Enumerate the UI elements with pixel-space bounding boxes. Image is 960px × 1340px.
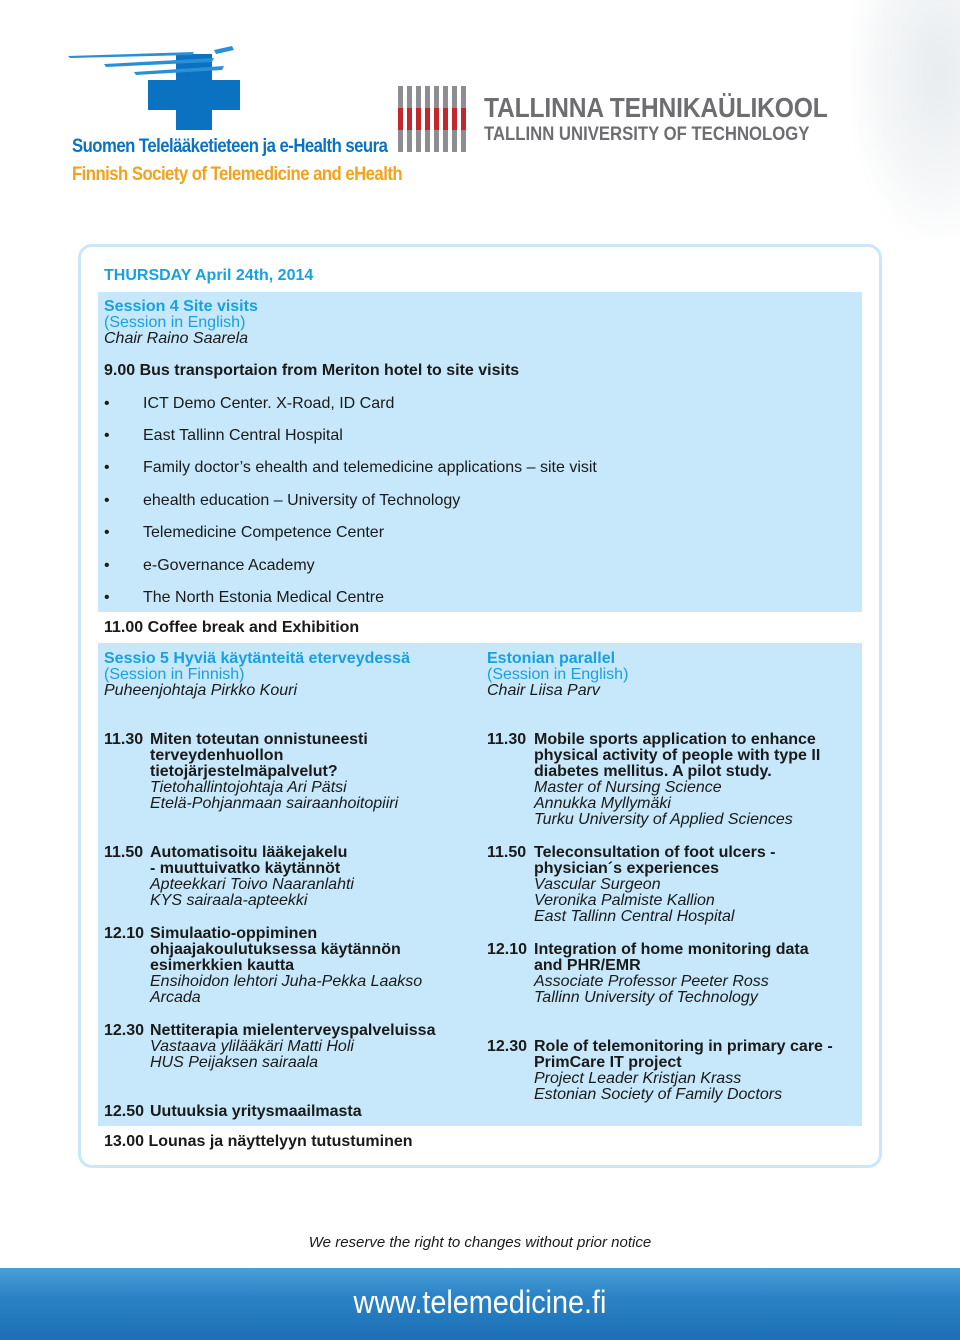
bullet-icon: • — [104, 524, 110, 541]
talk-title: physician´s experiences — [534, 860, 719, 877]
talk-title: Role of telemonitoring in primary care - — [534, 1038, 833, 1055]
bullet-icon: • — [104, 427, 110, 444]
talk-title: Nettiterapia mielenterveyspalveluissa — [150, 1022, 436, 1039]
talk-title: Teleconsultation of foot ulcers - — [534, 844, 776, 861]
estonian-chair: Chair Liisa Parv — [487, 682, 600, 699]
bullet-icon: • — [104, 395, 110, 412]
visit-item: Telemedicine Competence Center — [143, 524, 385, 541]
talk-organization: KYS sairaala-apteekki — [150, 892, 308, 909]
talk-organization: Arcada — [150, 989, 201, 1006]
talk-title: Integration of home monitoring data — [534, 941, 809, 958]
talk-title: Miten toteutan onnistuneesti — [150, 731, 368, 748]
talk-organization: Estonian Society of Family Doctors — [534, 1086, 783, 1103]
bullet-icon: • — [104, 492, 110, 509]
talk-organization: Tallinn University of Technology — [534, 989, 758, 1006]
talk-speaker: Associate Professor Peeter Ross — [534, 973, 769, 990]
talk-title: and PHR/EMR — [534, 957, 641, 974]
estonian-title: Estonian parallel — [487, 650, 616, 667]
society-logo — [64, 44, 403, 194]
talk-time: 12.30 — [487, 1038, 528, 1055]
bullet-icon: • — [104, 557, 110, 574]
society-name-en: Finnish Society of Telemedicine and eHealth — [72, 164, 403, 185]
session4-title: Session 4 Site visits — [104, 298, 258, 315]
coffee-break: 11.00 Coffee break and Exhibition — [104, 619, 360, 636]
session4-bus: 9.00 Bus transportaion from Meriton hotel to site visits — [104, 362, 520, 379]
talk-speaker: Tietohallintojohtaja Ari Pätsi — [150, 779, 347, 796]
visit-item: ehealth education – University of Technology — [143, 492, 461, 509]
society-name-fi: Suomen Telelääketieteen ja e-Health seura — [72, 136, 388, 157]
talk-time: 12.10 — [104, 925, 145, 942]
talk-time: 11.50 — [104, 844, 144, 861]
talk-time: 11.30 — [487, 731, 527, 748]
session4-chair: Chair Raino Saarela — [104, 330, 249, 347]
university-name-et: TALLINNA TEHNIKAÜLIKOOL — [484, 92, 828, 123]
talk-title: Simulaatio-oppiminen — [150, 925, 318, 942]
talk-speaker: Apteekkari Toivo Naaranlahti — [150, 876, 354, 893]
telemedicine-cross-icon — [64, 44, 274, 134]
bullet-icon: • — [104, 589, 110, 606]
footer-note: We reserve the right to changes without prior notice — [308, 1234, 652, 1251]
lunch: 13.00 Lounas ja näyttelyyn tutustuminen — [104, 1133, 413, 1150]
talk-time: 12.50 — [104, 1103, 145, 1120]
talk-time: 12.30 — [104, 1022, 145, 1039]
talk-speaker: Annukka Myllymäki — [534, 795, 671, 812]
session5-title: Sessio 5 Hyviä käytänteitä eterveydessä — [104, 650, 410, 667]
talk-title: PrimCare IT project — [534, 1054, 682, 1071]
estonian-language: (Session in English) — [487, 666, 629, 683]
visit-item: The North Estonia Medical Centre — [143, 589, 384, 606]
talk-title: esimerkkien kautta — [150, 957, 295, 974]
university-emblem-icon — [398, 86, 466, 152]
visit-item: ICT Demo Center. X-Road, ID Card — [143, 395, 395, 412]
talk-time: 11.30 — [104, 731, 144, 748]
talk-speaker: Vastaava ylilääkäri Matti Holi — [150, 1038, 354, 1055]
session4-language: (Session in English) — [104, 314, 246, 331]
talk-speaker: Veronika Palmiste Kallion — [534, 892, 715, 909]
talk-organization: Turku University of Applied Sciences — [534, 811, 793, 828]
talk-title: Automatisoitu lääkejakelu — [150, 844, 348, 861]
talk-organization: East Tallinn Central Hospital — [534, 908, 735, 925]
talk-speaker: Project Leader Kristjan Krass — [534, 1070, 742, 1087]
website-link[interactable]: www.telemedicine.fi — [353, 1284, 607, 1320]
session5-chair: Puheenjohtaja Pirkko Kouri — [104, 682, 298, 699]
talk-title: physical activity of people with type II — [534, 747, 821, 764]
talk-title: ohjaajakoulutuksessa käytännön — [150, 941, 401, 958]
visit-item: Family doctor’s ehealth and telemedicine applications – site visit — [143, 459, 597, 476]
visit-item: e-Governance Academy — [143, 557, 315, 574]
talk-speaker-role: Vascular Surgeon — [534, 876, 661, 893]
talk-speaker-role: Master of Nursing Science — [534, 779, 722, 796]
university-name-en: TALLINN UNIVERSITY OF TECHNOLOGY — [484, 124, 810, 145]
talk-organization: Etelä-Pohjanmaan sairaanhoitopiiri — [150, 795, 399, 812]
bullet-icon: • — [104, 459, 110, 476]
talk-title: diabetes mellitus. A pilot study. — [534, 763, 772, 780]
program-day: THURSDAY April 24th, 2014 — [104, 267, 314, 284]
talk-title: Uutuuksia yritysmaailmasta — [150, 1103, 362, 1120]
talk-time: 12.10 — [487, 941, 528, 958]
talk-title: Mobile sports application to enhance — [534, 731, 816, 748]
talk-speaker: Ensihoidon lehtori Juha-Pekka Laakso — [150, 973, 423, 990]
session5-language: (Session in Finnish) — [104, 666, 245, 683]
talk-title: terveydenhuollon — [150, 747, 284, 764]
background-decoration — [850, 0, 960, 240]
visit-item: East Tallinn Central Hospital — [143, 427, 343, 444]
university-logo — [398, 86, 838, 156]
talk-title: - muuttuivatko käytännöt — [150, 860, 341, 877]
footer-bar — [0, 1268, 960, 1340]
talk-title: tietojärjestelmäpalvelut? — [150, 763, 338, 780]
talk-organization: HUS Peijaksen sairaala — [150, 1054, 319, 1071]
talk-time: 11.50 — [487, 844, 527, 861]
